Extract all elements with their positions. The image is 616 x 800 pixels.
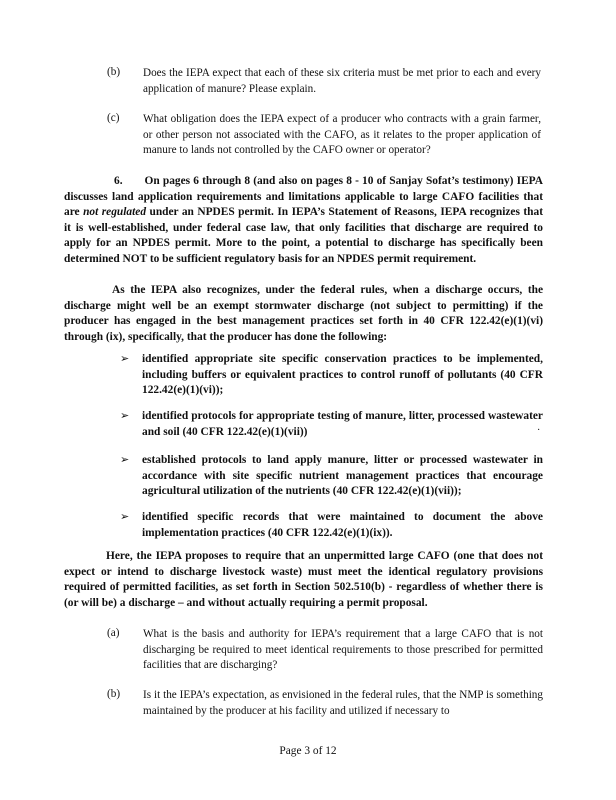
paragraph-federal-rules [64,283,543,345]
bullet-item: established protocols to land apply manure, litter or processed wastewater in accordance with site specific nutrient management practices that encourage agricultural utilization of the nutrients (40 CFR 122.42(e)(1)(vii)); [142,454,543,498]
paragraph-6 [64,174,543,268]
item-label-b: (b) [107,66,121,78]
item-label-a: (a) [107,627,120,639]
question-b-text: Does the IEPA expect that each of these six criteria must be met prior to each and every application of manure? Please explain. [143,67,541,95]
bullet-item: identified protocols for appropriate testing of manure, litter, processed wastewater and soil (40 CFR 122.42(e)(1)(vii)) [142,410,543,438]
arrow-bullet-icon: ➢ [120,353,130,365]
paragraph-here-text: Here, the IEPA proposes to require that an unpermitted large CAFO (one that does not expect or intend to discharge livestock waste) must meet the identical regulatory provisions required of permitted facilities, as set forth in Section 502.510(b) - regardless of whether there is (or will be) a discharge – and without actually requiring a permit proposal. [64,550,543,609]
emphasis-not-regulated: not regulated [83,206,147,219]
paragraph-federal-text: As the IEPA also recognizes, under the federal rules, when a discharge occurs, the discharge might well be an exempt stormwater discharge (not subject to permitting) if the producer has engaged in the best management practices set forth in 40 CFR 122.42(e)(1)(vi) through (ix), specifically, that the producer has done the following: [64,284,543,343]
arrow-bullet-icon: ➢ [120,454,130,466]
page-number: Page 3 of 12 [279,745,337,757]
item-label-b2: (b) [107,688,121,700]
bullet-item: identified appropriate site specific conservation practices to be implemented, including buffers or equivalent practices to control runoff of pollutants (40 CFR 122.42(e)(1)(vi)); [142,353,543,397]
paragraph-number: 6. [114,175,123,187]
bullet-item: identified specific records that were maintained to document the above implementation practices (40 CFR 122.42(e)(1)(ix)). [142,511,543,539]
paragraph-6-rest: under an NPDES permit. In IEPA’s Statement of Reasons, IEPA recognizes that it is well-established, under federal case law, that only facilities that discharge are required to apply for an NPDES permit. More to the point, a potential to discharge has specifically been determined NOT to be sufficient regulatory basis for an NPDES permit requirement. [64,206,544,265]
item-label-c: (c) [107,112,120,124]
paragraph-6-lead: On pages 6 through 8 (and also on pages 8 - 10 of Sanjay Sofat’s testimony) IEPA discusses land application requirements and limitations applicable to large CAFO facilities that are [64,175,543,219]
question-a-text: What is the basis and authority for IEPA’s requirement that a large CAFO that is not discharging be required to meet identical requirements to those prescribed for permitted facilities that are discharging? [143,628,543,671]
stray-mark: · [537,425,541,436]
arrow-bullet-icon: ➢ [120,511,130,523]
question-b2-text: Is it the IEPA’s expectation, as envisioned in the federal rules, that the NMP is something maintained by the producer at his facility and utilized if necessary to [143,689,543,717]
question-c-text: What obligation does the IEPA expect of a producer who contracts with a grain farmer, or other person not associated with the CAFO, as it relates to the proper application of manure to lands not controlled by the CAFO owner or operator? [143,113,541,156]
arrow-bullet-icon: ➢ [120,410,130,422]
paragraph-here [64,549,543,611]
